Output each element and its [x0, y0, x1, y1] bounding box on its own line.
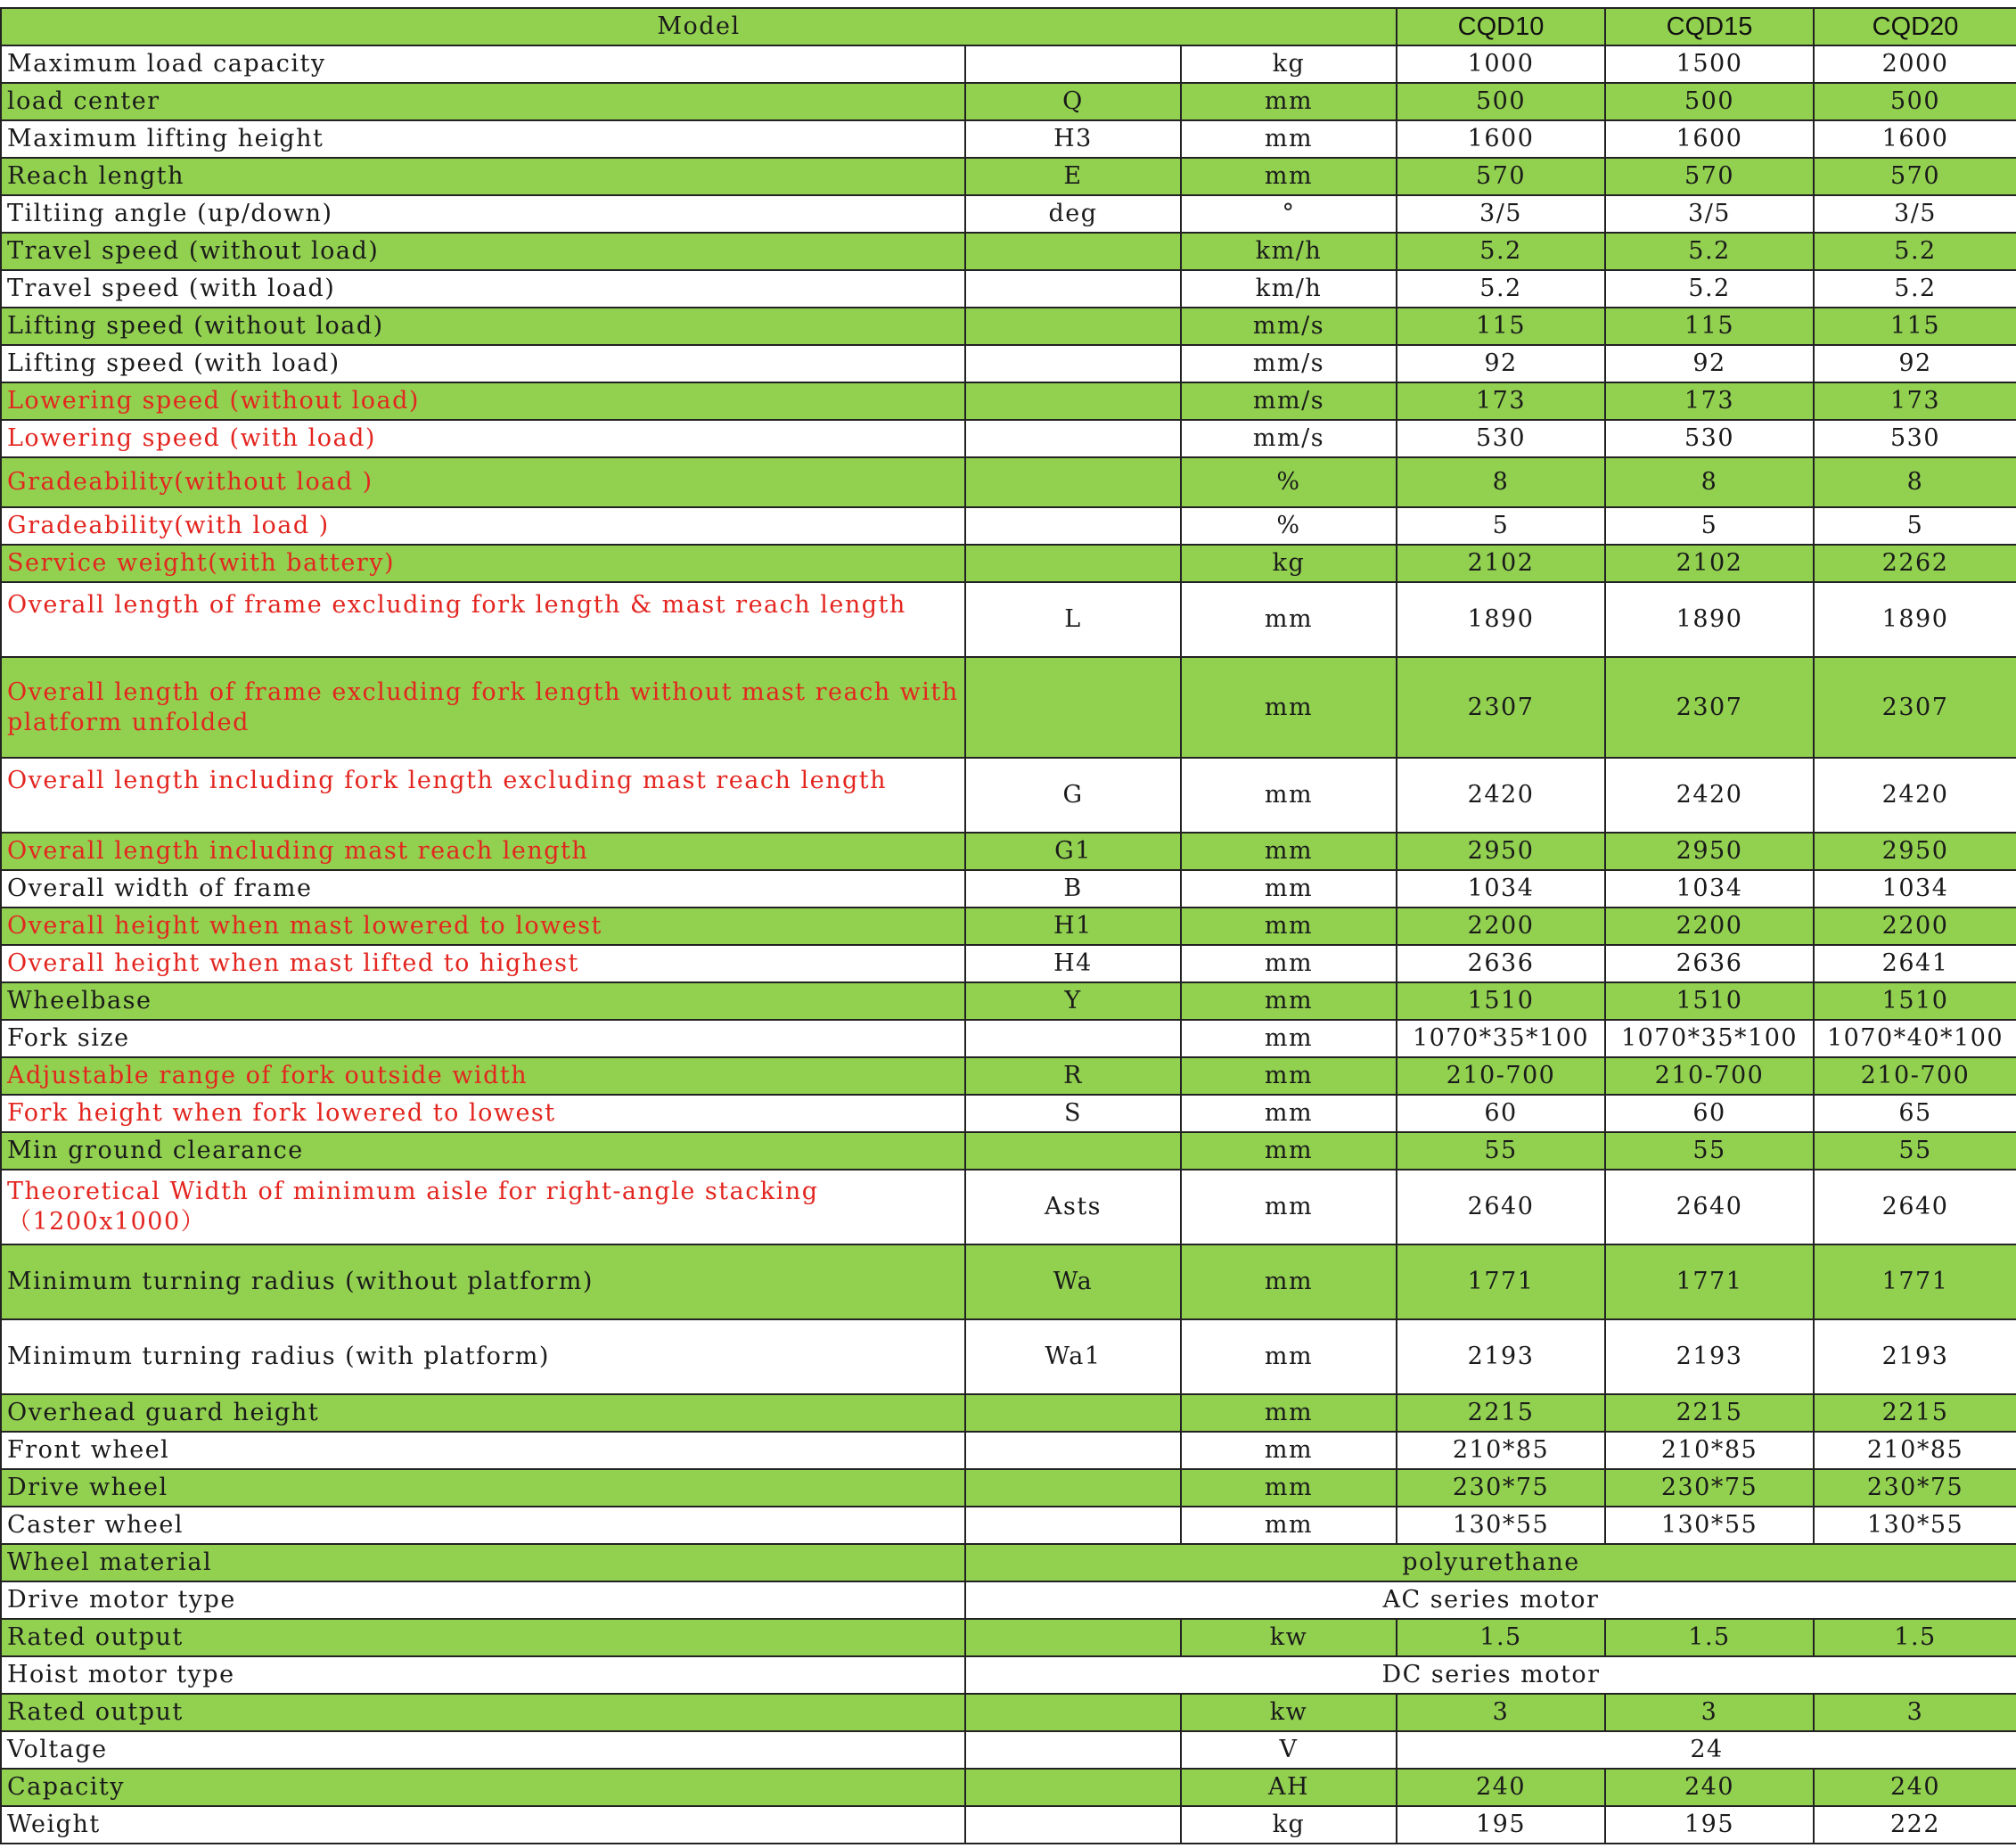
spec-symbol	[965, 1694, 1181, 1731]
spec-value-cqd15: 1890	[1605, 582, 1814, 657]
spec-row	[1, 345, 2016, 382]
spec-label: Capacity	[1, 1769, 965, 1806]
spec-value-cqd10: 500	[1397, 83, 1605, 120]
spec-row	[1, 1731, 2016, 1769]
spec-symbol: Asts	[965, 1170, 1181, 1244]
spec-symbol	[965, 1769, 1181, 1806]
spec-label: Adjustable range of fork outside width	[1, 1057, 965, 1095]
spec-symbol: H1	[965, 908, 1181, 945]
spec-value-cqd10: 210*85	[1397, 1432, 1605, 1469]
spec-value-cqd10: 115	[1397, 308, 1605, 345]
spec-value-cqd20: 1070*40*100	[1814, 1020, 2016, 1057]
spec-row	[1, 1244, 2016, 1319]
spec-row	[1, 545, 2016, 582]
spec-value-merged: 24	[1397, 1731, 2016, 1769]
spec-value-cqd20: 1510	[1814, 982, 2016, 1020]
spec-symbol	[965, 45, 1181, 83]
spec-label: Voltage	[1, 1731, 965, 1769]
spec-value-cqd20: 3	[1814, 1694, 2016, 1731]
spec-row	[1, 582, 2016, 657]
spec-value-cqd10: 230*75	[1397, 1469, 1605, 1507]
spec-value-cqd20: 1771	[1814, 1244, 2016, 1319]
spec-value-cqd15: 2420	[1605, 758, 1814, 833]
spec-symbol	[965, 1619, 1181, 1656]
spec-value-cqd20: 222	[1814, 1806, 2016, 1844]
spec-unit: mm	[1181, 83, 1397, 120]
spec-row	[1, 1507, 2016, 1544]
spec-value-cqd15: 2307	[1605, 657, 1814, 758]
spec-row	[1, 1432, 2016, 1469]
spec-label: Front wheel	[1, 1432, 965, 1469]
spec-value-cqd20: 173	[1814, 382, 2016, 420]
spec-row	[1, 1581, 2016, 1619]
spec-unit: AH	[1181, 1769, 1397, 1806]
spec-value-cqd20: 5	[1814, 507, 2016, 545]
spec-unit: mm/s	[1181, 308, 1397, 345]
spec-unit: mm	[1181, 1394, 1397, 1432]
spec-value-cqd20: 2641	[1814, 945, 2016, 982]
spec-unit: mm	[1181, 158, 1397, 195]
spec-row	[1, 45, 2016, 83]
model-cqd10-header: CQD10	[1397, 8, 1605, 45]
spec-symbol	[965, 420, 1181, 457]
spec-value-cqd15: 1.5	[1605, 1619, 1814, 1656]
model-cqd20-header: CQD20	[1814, 8, 2016, 45]
spec-row	[1, 1057, 2016, 1095]
spec-unit: mm	[1181, 758, 1397, 833]
spec-value-cqd20: 2307	[1814, 657, 2016, 758]
spec-unit: mm	[1181, 1095, 1397, 1132]
spec-value-cqd15: 5.2	[1605, 270, 1814, 308]
spec-label: Wheel material	[1, 1544, 965, 1581]
spec-row	[1, 507, 2016, 545]
spec-value-cqd20: 2640	[1814, 1170, 2016, 1244]
spec-unit: °	[1181, 195, 1397, 233]
spec-value-cqd20: 240	[1814, 1769, 2016, 1806]
header-row	[1, 8, 2016, 45]
spec-row	[1, 195, 2016, 233]
spec-value-cqd20: 92	[1814, 345, 2016, 382]
spec-value-cqd10: 5	[1397, 507, 1605, 545]
spec-label: Overall height when mast lowered to lowest	[1, 908, 965, 945]
spec-value-cqd15: 3/5	[1605, 195, 1814, 233]
spec-value-cqd15: 5	[1605, 507, 1814, 545]
spec-value-cqd10: 2215	[1397, 1394, 1605, 1432]
spec-value-cqd20: 1600	[1814, 120, 2016, 158]
spec-symbol	[965, 1432, 1181, 1469]
spec-value-cqd15: 1070*35*100	[1605, 1020, 1814, 1057]
spec-value-cqd15: 195	[1605, 1806, 1814, 1844]
spec-value-cqd15: 8	[1605, 457, 1814, 507]
spec-value-cqd15: 92	[1605, 345, 1814, 382]
spec-symbol	[965, 545, 1181, 582]
spec-value-cqd10: 1890	[1397, 582, 1605, 657]
spec-value-cqd15: 2102	[1605, 545, 1814, 582]
spec-label: Travel speed (with load)	[1, 270, 965, 308]
spec-unit: V	[1181, 1731, 1397, 1769]
spec-value-cqd10: 2636	[1397, 945, 1605, 982]
spec-label: Caster wheel	[1, 1507, 965, 1544]
spec-symbol	[965, 1731, 1181, 1769]
spec-value-cqd10: 240	[1397, 1769, 1605, 1806]
spec-label: Wheelbase	[1, 982, 965, 1020]
spec-value-cqd10: 210-700	[1397, 1057, 1605, 1095]
spec-value-cqd20: 5.2	[1814, 270, 2016, 308]
spec-value-cqd10: 2420	[1397, 758, 1605, 833]
spec-value-merged: AC series motor	[965, 1581, 2016, 1619]
spec-value-cqd15: 60	[1605, 1095, 1814, 1132]
spec-unit: mm/s	[1181, 420, 1397, 457]
spec-value-cqd20: 570	[1814, 158, 2016, 195]
spec-value-cqd10: 1.5	[1397, 1619, 1605, 1656]
spec-symbol	[965, 1806, 1181, 1844]
spec-symbol: L	[965, 582, 1181, 657]
spec-row	[1, 982, 2016, 1020]
spec-row	[1, 1769, 2016, 1806]
spec-label: Drive motor type	[1, 1581, 965, 1619]
spec-value-cqd20: 2262	[1814, 545, 2016, 582]
spec-value-cqd20: 210-700	[1814, 1057, 2016, 1095]
spec-unit: mm	[1181, 908, 1397, 945]
spec-value-cqd15: 570	[1605, 158, 1814, 195]
spec-symbol	[965, 233, 1181, 270]
spec-row	[1, 382, 2016, 420]
spec-unit: mm	[1181, 870, 1397, 908]
spec-unit: mm	[1181, 1132, 1397, 1170]
model-header-label: Model	[1, 8, 1397, 45]
spec-symbol	[965, 1394, 1181, 1432]
spec-label: Theoretical Width of minimum aisle for right-angle stacking （1200x1000）	[1, 1170, 965, 1244]
spec-unit: mm	[1181, 945, 1397, 982]
spec-symbol	[965, 457, 1181, 507]
spec-label: Gradeability(without load )	[1, 457, 965, 507]
spec-value-cqd10: 2307	[1397, 657, 1605, 758]
spec-symbol	[965, 382, 1181, 420]
spec-table	[0, 7, 2016, 1844]
spec-label: Overall length including fork length excluding mast reach length	[1, 758, 965, 833]
spec-label: Fork size	[1, 1020, 965, 1057]
spec-value-cqd15: 230*75	[1605, 1469, 1814, 1507]
spec-value-cqd20: 65	[1814, 1095, 2016, 1132]
spec-unit: mm	[1181, 120, 1397, 158]
spec-value-cqd15: 55	[1605, 1132, 1814, 1170]
spec-symbol	[965, 1469, 1181, 1507]
spec-value-cqd15: 530	[1605, 420, 1814, 457]
spec-unit: kg	[1181, 545, 1397, 582]
spec-label: Lowering speed (with load)	[1, 420, 965, 457]
spec-value-cqd10: 1034	[1397, 870, 1605, 908]
spec-value-cqd10: 2102	[1397, 545, 1605, 582]
spec-label: Maximum lifting height	[1, 120, 965, 158]
spec-symbol: R	[965, 1057, 1181, 1095]
spec-label: Lifting speed (without load)	[1, 308, 965, 345]
spec-value-cqd10: 3/5	[1397, 195, 1605, 233]
spec-value-cqd20: 5.2	[1814, 233, 2016, 270]
spec-row	[1, 1170, 2016, 1244]
spec-unit: %	[1181, 507, 1397, 545]
spec-symbol: G	[965, 758, 1181, 833]
spec-label: Lifting speed (with load)	[1, 345, 965, 382]
spec-symbol	[965, 308, 1181, 345]
spec-symbol	[965, 1132, 1181, 1170]
spec-label: Overall height when mast lifted to highest	[1, 945, 965, 982]
spec-value-cqd10: 55	[1397, 1132, 1605, 1170]
spec-label: Rated output	[1, 1694, 965, 1731]
spec-symbol	[965, 657, 1181, 758]
spec-label: Travel speed (without load)	[1, 233, 965, 270]
spec-unit: kw	[1181, 1619, 1397, 1656]
spec-row	[1, 1544, 2016, 1581]
spec-unit: mm	[1181, 657, 1397, 758]
spec-label: Gradeability(with load )	[1, 507, 965, 545]
spec-unit: mm	[1181, 582, 1397, 657]
spec-row	[1, 945, 2016, 982]
spec-value-cqd10: 2640	[1397, 1170, 1605, 1244]
spec-unit: km/h	[1181, 233, 1397, 270]
spec-value-cqd15: 5.2	[1605, 233, 1814, 270]
spec-value-cqd15: 1510	[1605, 982, 1814, 1020]
spec-row	[1, 457, 2016, 507]
spec-value-cqd10: 1510	[1397, 982, 1605, 1020]
spec-row	[1, 233, 2016, 270]
spec-value-cqd10: 570	[1397, 158, 1605, 195]
spec-value-cqd15: 3	[1605, 1694, 1814, 1731]
spec-row	[1, 1694, 2016, 1731]
spec-label: Rated output	[1, 1619, 965, 1656]
spec-value-cqd10: 530	[1397, 420, 1605, 457]
spec-value-cqd10: 5.2	[1397, 270, 1605, 308]
spec-unit: mm	[1181, 1057, 1397, 1095]
spec-value-cqd15: 2215	[1605, 1394, 1814, 1432]
spec-value-cqd20: 2193	[1814, 1319, 2016, 1394]
spec-symbol: Wa1	[965, 1319, 1181, 1394]
spec-value-cqd20: 1890	[1814, 582, 2016, 657]
spec-label: Minimum turning radius (without platform)	[1, 1244, 965, 1319]
spec-row	[1, 1319, 2016, 1394]
spec-unit: mm	[1181, 1020, 1397, 1057]
spec-label: Fork height when fork lowered to lowest	[1, 1095, 965, 1132]
spec-symbol: H4	[965, 945, 1181, 982]
spec-unit: kg	[1181, 1806, 1397, 1844]
spec-value-cqd20: 2000	[1814, 45, 2016, 83]
spec-value-cqd10: 2950	[1397, 833, 1605, 870]
spec-value-cqd15: 240	[1605, 1769, 1814, 1806]
spec-row	[1, 308, 2016, 345]
spec-value-cqd20: 2420	[1814, 758, 2016, 833]
spec-value-cqd15: 1771	[1605, 1244, 1814, 1319]
spec-value-merged: polyurethane	[965, 1544, 2016, 1581]
spec-value-cqd15: 210-700	[1605, 1057, 1814, 1095]
spec-symbol	[965, 1020, 1181, 1057]
spec-row	[1, 420, 2016, 457]
spec-value-cqd20: 2215	[1814, 1394, 2016, 1432]
spec-value-cqd15: 2950	[1605, 833, 1814, 870]
spec-value-cqd20: 130*55	[1814, 1507, 2016, 1544]
spec-value-cqd10: 2193	[1397, 1319, 1605, 1394]
spec-unit: mm/s	[1181, 345, 1397, 382]
spec-row	[1, 1394, 2016, 1432]
spec-row	[1, 1095, 2016, 1132]
spec-unit: kg	[1181, 45, 1397, 83]
spec-row	[1, 1469, 2016, 1507]
spec-value-cqd20: 1034	[1814, 870, 2016, 908]
spec-label: Service weight(with battery)	[1, 545, 965, 582]
spec-value-cqd10: 173	[1397, 382, 1605, 420]
spec-value-cqd15: 2193	[1605, 1319, 1814, 1394]
spec-label: Weight	[1, 1806, 965, 1844]
spec-value-cqd10: 60	[1397, 1095, 1605, 1132]
spec-label: Min ground clearance	[1, 1132, 965, 1170]
spec-value-cqd10: 1771	[1397, 1244, 1605, 1319]
spec-unit: km/h	[1181, 270, 1397, 308]
spec-value-cqd15: 2200	[1605, 908, 1814, 945]
spec-symbol: Wa	[965, 1244, 1181, 1319]
spec-value-cqd20: 8	[1814, 457, 2016, 507]
spec-symbol: deg	[965, 195, 1181, 233]
spec-value-cqd20: 230*75	[1814, 1469, 2016, 1507]
spec-symbol	[965, 270, 1181, 308]
spec-label: Reach length	[1, 158, 965, 195]
spec-label: Overall length of frame excluding fork length without mast reach with platform unfolded	[1, 657, 965, 758]
spec-unit: mm	[1181, 833, 1397, 870]
spec-row	[1, 120, 2016, 158]
spec-value-cqd10: 1600	[1397, 120, 1605, 158]
spec-label: load center	[1, 83, 965, 120]
spec-row	[1, 1132, 2016, 1170]
spec-label: Overall length of frame excluding fork length & mast reach length	[1, 582, 965, 657]
spec-value-cqd10: 2200	[1397, 908, 1605, 945]
spec-value-cqd15: 173	[1605, 382, 1814, 420]
spec-value-cqd15: 1500	[1605, 45, 1814, 83]
spec-label: Overall width of frame	[1, 870, 965, 908]
spec-label: Overall length including mast reach length	[1, 833, 965, 870]
spec-label: Tiltiing angle (up/down)	[1, 195, 965, 233]
spec-value-cqd10: 3	[1397, 1694, 1605, 1731]
spec-value-cqd15: 500	[1605, 83, 1814, 120]
spec-unit: mm	[1181, 982, 1397, 1020]
spec-unit: %	[1181, 457, 1397, 507]
spec-symbol	[965, 345, 1181, 382]
spec-unit: mm	[1181, 1319, 1397, 1394]
spec-row	[1, 270, 2016, 308]
spec-unit: mm	[1181, 1507, 1397, 1544]
spec-symbol	[965, 507, 1181, 545]
spec-row	[1, 908, 2016, 945]
spec-label: Minimum turning radius (with platform)	[1, 1319, 965, 1394]
spec-label: Overhead guard height	[1, 1394, 965, 1432]
spec-value-merged: DC series motor	[965, 1656, 2016, 1694]
spec-unit: mm	[1181, 1170, 1397, 1244]
spec-value-cqd10: 1000	[1397, 45, 1605, 83]
spec-unit: mm	[1181, 1469, 1397, 1507]
spec-value-cqd15: 2640	[1605, 1170, 1814, 1244]
spec-value-cqd10: 8	[1397, 457, 1605, 507]
spec-unit: mm	[1181, 1432, 1397, 1469]
spec-value-cqd15: 1600	[1605, 120, 1814, 158]
spec-row	[1, 1020, 2016, 1057]
spec-label: Lowering speed (without load)	[1, 382, 965, 420]
spec-value-cqd20: 2950	[1814, 833, 2016, 870]
spec-symbol: Q	[965, 83, 1181, 120]
spec-label: Hoist motor type	[1, 1656, 965, 1694]
spec-row	[1, 83, 2016, 120]
spec-value-cqd20: 3/5	[1814, 195, 2016, 233]
spec-row	[1, 870, 2016, 908]
spec-label: Maximum load capacity	[1, 45, 965, 83]
spec-row	[1, 833, 2016, 870]
spec-unit: mm/s	[1181, 382, 1397, 420]
model-cqd15-header: CQD15	[1605, 8, 1814, 45]
spec-symbol	[965, 1507, 1181, 1544]
spec-value-cqd10: 195	[1397, 1806, 1605, 1844]
spec-row	[1, 758, 2016, 833]
spec-label: Drive wheel	[1, 1469, 965, 1507]
spec-value-cqd20: 530	[1814, 420, 2016, 457]
spec-value-cqd20: 1.5	[1814, 1619, 2016, 1656]
spec-unit: mm	[1181, 1244, 1397, 1319]
spec-symbol: G1	[965, 833, 1181, 870]
spec-row	[1, 158, 2016, 195]
spec-value-cqd15: 130*55	[1605, 1507, 1814, 1544]
spec-value-cqd15: 115	[1605, 308, 1814, 345]
spec-value-cqd10: 92	[1397, 345, 1605, 382]
spec-unit: kw	[1181, 1694, 1397, 1731]
spec-value-cqd20: 500	[1814, 83, 2016, 120]
spec-symbol: Y	[965, 982, 1181, 1020]
spec-row	[1, 657, 2016, 758]
spec-value-cqd20: 2200	[1814, 908, 2016, 945]
spec-value-cqd20: 210*85	[1814, 1432, 2016, 1469]
spec-symbol: H3	[965, 120, 1181, 158]
spec-row	[1, 1806, 2016, 1844]
spec-value-cqd10: 130*55	[1397, 1507, 1605, 1544]
spec-symbol: S	[965, 1095, 1181, 1132]
spec-value-cqd15: 2636	[1605, 945, 1814, 982]
spec-symbol: E	[965, 158, 1181, 195]
spec-value-cqd15: 1034	[1605, 870, 1814, 908]
spec-value-cqd15: 210*85	[1605, 1432, 1814, 1469]
spec-value-cqd10: 5.2	[1397, 233, 1605, 270]
spec-value-cqd10: 1070*35*100	[1397, 1020, 1605, 1057]
spec-value-cqd20: 115	[1814, 308, 2016, 345]
spec-symbol: B	[965, 870, 1181, 908]
spec-row	[1, 1656, 2016, 1694]
spec-value-cqd20: 55	[1814, 1132, 2016, 1170]
spec-row	[1, 1619, 2016, 1656]
